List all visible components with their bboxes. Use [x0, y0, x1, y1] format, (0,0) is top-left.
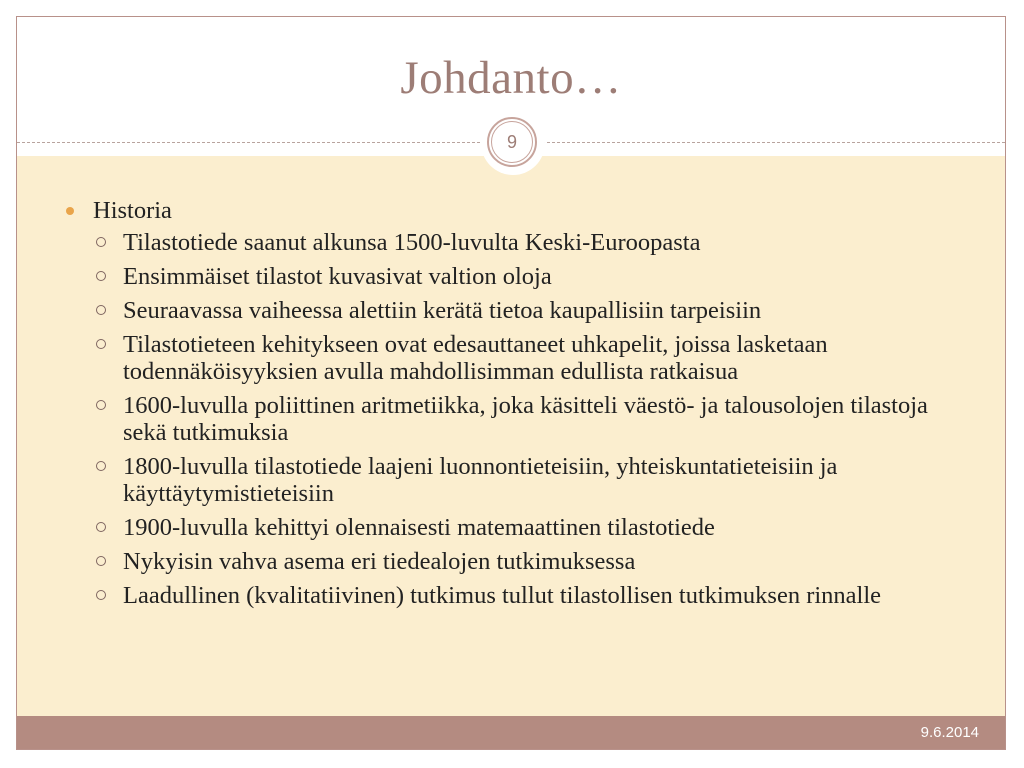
list-item-text: 1600-luvulla poliittinen aritmetiikka, joka käsitteli väestö- ja talousolojen tilastoja sekä tutkimuksia [123, 392, 928, 446]
list-item [17, 548, 1005, 575]
hollow-circle-bullet-icon [96, 522, 106, 532]
footer-date: 9.6.2014 [920, 724, 979, 741]
footer-bar [17, 716, 1005, 749]
hollow-circle-bullet-icon [96, 400, 106, 410]
hollow-circle-bullet-icon [96, 271, 106, 281]
slide [16, 16, 1006, 750]
list-item [17, 297, 1005, 324]
list-item-text: Laadullinen (kvalitatiivinen) tutkimus tullut tilastollisen tutkimuksen rinnalle [123, 582, 882, 609]
list-item-text: Nykyisin vahva asema eri tiedealojen tutkimuksessa [123, 548, 636, 575]
list-item [17, 514, 1005, 541]
hollow-circle-bullet-icon [96, 237, 106, 247]
list-item-text: Seuraavassa vaiheessa alettiin kerätä tietoa kaupallisiin tarpeisiin [123, 297, 762, 324]
page-number: 9 [491, 121, 533, 163]
list-item-text: Ensimmäiset tilastot kuvasivat valtion oloja [123, 263, 552, 290]
filled-bullet-icon [66, 207, 74, 215]
bullet-list [17, 196, 1005, 616]
hollow-circle-bullet-icon [96, 339, 106, 349]
list-item [17, 453, 1005, 507]
list-item [17, 229, 1005, 256]
list-item-text: Tilastotieteen kehitykseen ovat edesauttaneet uhkapelit, joissa lasketaan todennäköisyyksien avulla mahdollisimman edullista ratkaisua [123, 331, 828, 385]
slide-title: Johdanto… [400, 52, 622, 104]
list-item-text: Tilastotiede saanut alkunsa 1500-luvulta Keski-Euroopasta [123, 229, 701, 256]
hollow-circle-bullet-icon [96, 461, 106, 471]
bullet-heading-text: Historia [93, 197, 172, 224]
list-item-text: 1900-luvulla kehittyi olennaisesti matemaattinen tilastotiede [123, 514, 715, 541]
list-item-text: 1800-luvulla tilastotiede laajeni luonnontieteisiin, yhteiskuntatieteisiin ja käyttäytymistieteisiin [123, 453, 838, 507]
list-item [17, 263, 1005, 290]
list-item [17, 392, 1005, 446]
hollow-circle-bullet-icon [96, 556, 106, 566]
list-item [17, 331, 1005, 385]
bullet-heading [17, 196, 1005, 226]
hollow-circle-bullet-icon [96, 590, 106, 600]
hollow-circle-bullet-icon [96, 305, 106, 315]
list-item [17, 582, 1005, 609]
